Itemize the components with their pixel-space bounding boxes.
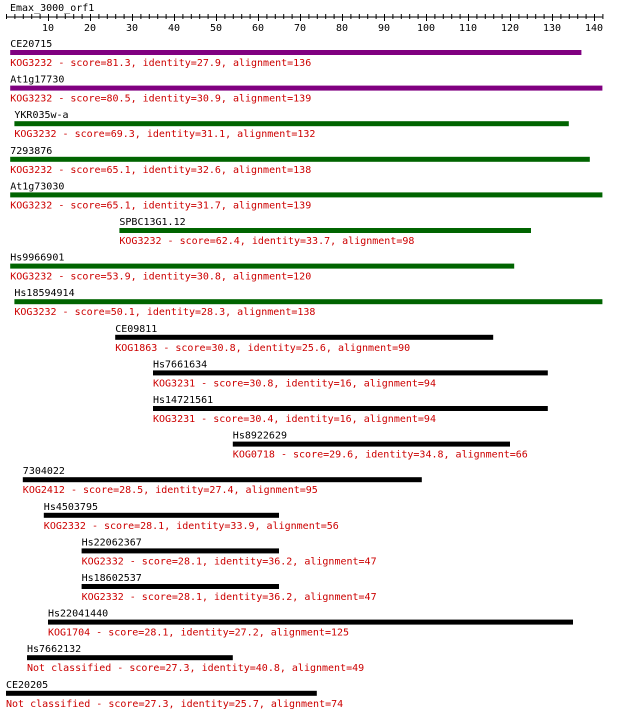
alignment-bar	[10, 86, 602, 91]
hit-row	[14, 110, 568, 140]
x-tick-label: 110	[458, 23, 478, 34]
x-tick-label: 100	[416, 23, 436, 34]
hit-description-label: KOG3232 - score=53.9, identity=30.8, alignment=120	[10, 271, 312, 283]
hit-name-label: Hs8922629	[232, 430, 287, 442]
hit-name-label: Hs9966901	[10, 252, 65, 264]
hit-list	[6, 39, 602, 710]
hit-name-label: CE09811	[115, 323, 158, 335]
x-axis	[6, 14, 603, 34]
hit-name-label: 7293876	[10, 145, 53, 157]
hit-row	[115, 324, 493, 354]
hit-description-label: KOG3232 - score=62.4, identity=33.7, alignment=98	[119, 236, 415, 247]
hit-name-label: CE20715	[10, 39, 53, 50]
alignment-bar	[115, 335, 493, 340]
hit-description-label: Not classified - score=27.3, identity=40.8, alignment=49	[27, 663, 365, 675]
alignment-bar	[153, 370, 548, 375]
hit-row	[27, 644, 364, 674]
alignment-bar	[14, 299, 602, 304]
hit-name-label: CE20205	[6, 679, 49, 691]
x-tick-label: 40	[167, 23, 181, 34]
hit-description-label: KOG3232 - score=50.1, identity=28.3, alignment=138	[14, 307, 316, 319]
hit-description-label: KOG0718 - score=29.6, identity=34.8, alignment=66	[232, 449, 528, 461]
hit-row	[10, 181, 602, 211]
hit-name-label: Hs7662132	[27, 644, 82, 656]
alignment-bar	[48, 620, 573, 625]
hit-row	[233, 431, 528, 461]
alignment-bar	[10, 192, 602, 197]
alignment-bar	[14, 121, 568, 126]
alignment-bar	[82, 584, 279, 589]
x-tick-label: 20	[83, 23, 97, 34]
hit-description-label: KOG3231 - score=30.4, identity=16, alignment=94	[153, 414, 436, 425]
hit-row	[82, 573, 377, 603]
x-tick-label: 140	[584, 23, 604, 34]
alignment-bar	[27, 655, 233, 660]
alignment-bar	[10, 50, 581, 55]
hit-row	[10, 39, 581, 69]
hit-row	[10, 146, 590, 176]
hit-name-label: Hs4503795	[43, 501, 98, 513]
hit-name-label: Hs18594914	[14, 288, 75, 300]
hit-name-label: Hs7661634	[153, 359, 208, 371]
hit-description-label: KOG3231 - score=30.8, identity=16, alignment=94	[153, 378, 436, 390]
hit-row	[14, 288, 602, 318]
hit-row	[23, 466, 422, 496]
hit-description-label: KOG3232 - score=80.5, identity=30.9, alignment=139	[10, 93, 312, 105]
alignment-bar	[10, 157, 590, 162]
hit-row	[44, 502, 339, 532]
hit-row	[10, 253, 514, 283]
hit-description-label: Not classified - score=27.3, identity=25.7, alignment=74	[6, 698, 344, 710]
alignment-bar	[82, 548, 279, 553]
x-tick-label: 80	[335, 23, 349, 34]
hit-description-label: KOG3232 - score=69.3, identity=31.1, alignment=132	[14, 129, 316, 141]
chart-title: Emax_3000_orf1	[10, 3, 95, 14]
hit-row	[153, 359, 548, 389]
hit-row	[119, 217, 531, 247]
hit-description-label: KOG2332 - score=28.1, identity=36.2, alignment=47	[81, 592, 377, 603]
hit-description-label: KOG2332 - score=28.1, identity=33.9, alignment=56	[43, 520, 339, 532]
hit-name-label: At1g73030	[10, 181, 65, 193]
alignment-bar	[10, 264, 514, 269]
x-tick-label: 30	[125, 23, 139, 34]
alignment-bar	[233, 442, 510, 447]
x-tick-label: 60	[251, 23, 265, 34]
hit-row	[48, 609, 573, 639]
hit-name-label: At1g17730	[10, 74, 65, 86]
hit-description-label: KOG3232 - score=81.3, identity=27.9, alignment=136	[10, 58, 312, 69]
hit-row	[153, 395, 548, 425]
hit-row	[6, 680, 343, 710]
alignment-bar	[44, 513, 279, 518]
hit-name-label: 7304022	[22, 466, 65, 478]
hit-description-label: KOG1863 - score=30.8, identity=25.6, alignment=90	[115, 342, 411, 354]
hit-row	[82, 537, 377, 567]
alignment-bar	[119, 228, 531, 233]
x-tick-label: 120	[500, 23, 520, 34]
x-tick-label: 50	[209, 23, 223, 34]
hit-name-label: Hs22041440	[48, 608, 109, 620]
hit-name-label: Hs14721561	[153, 395, 214, 406]
x-tick-label: 10	[41, 23, 55, 34]
alignment-bar	[6, 691, 317, 696]
hit-name-label: YKR035w-a	[14, 110, 69, 122]
alignment-bar	[23, 477, 422, 482]
hit-description-label: KOG2332 - score=28.1, identity=36.2, alignment=47	[81, 556, 377, 568]
hit-name-label: SPBC13G1.12	[119, 217, 186, 228]
alignment-bar	[153, 406, 548, 411]
hit-row	[10, 75, 602, 105]
hit-description-label: KOG1704 - score=28.1, identity=27.2, alignment=125	[48, 627, 350, 639]
hit-description-label: KOG3232 - score=65.1, identity=31.7, alignment=139	[10, 200, 312, 212]
hit-description-label: KOG3232 - score=65.1, identity=32.6, alignment=138	[10, 164, 312, 176]
hit-name-label: Hs22062367	[81, 537, 142, 549]
x-tick-label: 130	[542, 23, 562, 34]
hit-name-label: Hs18602537	[81, 573, 142, 584]
x-tick-label: 70	[293, 23, 307, 34]
hit-description-label: KOG2412 - score=28.5, identity=27.4, alignment=95	[22, 485, 318, 497]
x-tick-label: 90	[377, 23, 391, 34]
